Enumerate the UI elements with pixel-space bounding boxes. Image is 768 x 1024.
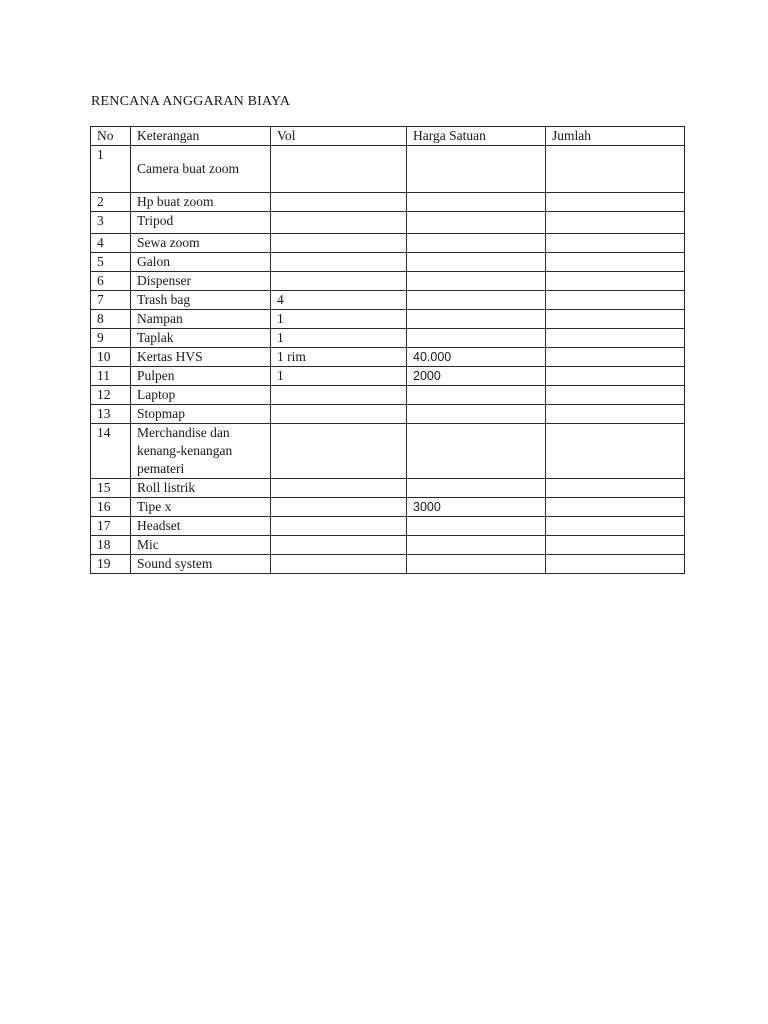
- cell-no: 8: [91, 310, 131, 329]
- cell-harga: [407, 291, 546, 310]
- cell-jumlah: [546, 386, 685, 405]
- cell-keterangan: Sound system: [131, 555, 271, 574]
- cell-no: 1: [91, 146, 131, 193]
- table-row: [91, 517, 685, 536]
- table-row: [91, 146, 685, 193]
- header-no: No: [91, 127, 131, 146]
- cell-keterangan: Laptop: [131, 386, 271, 405]
- cell-keterangan: Hp buat zoom: [131, 193, 271, 212]
- table-row: [91, 212, 685, 234]
- cell-jumlah: [546, 367, 685, 386]
- table-row: [91, 479, 685, 498]
- cell-vol: 4: [271, 291, 407, 310]
- header-harga-satuan: Harga Satuan: [407, 127, 546, 146]
- cell-no: 2: [91, 193, 131, 212]
- cell-no: 18: [91, 536, 131, 555]
- cell-harga: [407, 310, 546, 329]
- cell-keterangan: Merchandise dan kenang-kenangan pemateri: [131, 424, 271, 479]
- cell-vol: [271, 212, 407, 234]
- cell-jumlah: [546, 212, 685, 234]
- cell-vol: [271, 253, 407, 272]
- cell-jumlah: [546, 348, 685, 367]
- cell-jumlah: [546, 253, 685, 272]
- cell-keterangan: Pulpen: [131, 367, 271, 386]
- header-keterangan: Keterangan: [131, 127, 271, 146]
- cell-no: 11: [91, 367, 131, 386]
- table-row: [91, 193, 685, 212]
- table-row: [91, 348, 685, 367]
- cell-vol: [271, 424, 407, 479]
- cell-vol: [271, 146, 407, 193]
- cell-harga: [407, 386, 546, 405]
- cell-vol: [271, 536, 407, 555]
- cell-no: 12: [91, 386, 131, 405]
- budget-table: [90, 126, 685, 574]
- cell-vol: 1: [271, 367, 407, 386]
- cell-harga: 3000: [407, 498, 546, 517]
- cell-vol: 1 rim: [271, 348, 407, 367]
- cell-no: 16: [91, 498, 131, 517]
- cell-no: 5: [91, 253, 131, 272]
- cell-harga: [407, 424, 546, 479]
- cell-vol: [271, 498, 407, 517]
- table-row: [91, 405, 685, 424]
- cell-harga: 40.000: [407, 348, 546, 367]
- cell-keterangan: Tipe x: [131, 498, 271, 517]
- cell-vol: [271, 234, 407, 253]
- cell-keterangan: Camera buat zoom: [131, 146, 271, 193]
- cell-no: 15: [91, 479, 131, 498]
- cell-jumlah: [546, 517, 685, 536]
- cell-keterangan: Roll listrik: [131, 479, 271, 498]
- cell-harga: [407, 479, 546, 498]
- cell-harga: [407, 517, 546, 536]
- cell-keterangan: Nampan: [131, 310, 271, 329]
- cell-vol: [271, 193, 407, 212]
- page-title: RENCANA ANGGARAN BIAYA: [91, 94, 291, 109]
- table-row: [91, 498, 685, 517]
- table-row: [91, 253, 685, 272]
- table-row: [91, 272, 685, 291]
- cell-keterangan: Galon: [131, 253, 271, 272]
- cell-keterangan: Headset: [131, 517, 271, 536]
- cell-jumlah: [546, 555, 685, 574]
- cell-no: 3: [91, 212, 131, 234]
- cell-vol: [271, 479, 407, 498]
- header-jumlah: Jumlah: [546, 127, 685, 146]
- cell-vol: [271, 517, 407, 536]
- table-row: [91, 329, 685, 348]
- cell-harga: [407, 193, 546, 212]
- cell-harga: 2000: [407, 367, 546, 386]
- cell-jumlah: [546, 193, 685, 212]
- cell-keterangan: Taplak: [131, 329, 271, 348]
- cell-jumlah: [546, 291, 685, 310]
- cell-no: 7: [91, 291, 131, 310]
- cell-jumlah: [546, 498, 685, 517]
- cell-no: 14: [91, 424, 131, 479]
- cell-keterangan: Tripod: [131, 212, 271, 234]
- cell-keterangan: Mic: [131, 536, 271, 555]
- cell-jumlah: [546, 405, 685, 424]
- table-row: [91, 367, 685, 386]
- cell-keterangan: Sewa zoom: [131, 234, 271, 253]
- cell-no: 17: [91, 517, 131, 536]
- cell-harga: [407, 272, 546, 291]
- table-row: [91, 424, 685, 479]
- cell-jumlah: [546, 479, 685, 498]
- cell-no: 9: [91, 329, 131, 348]
- cell-harga: [407, 329, 546, 348]
- table-row: [91, 310, 685, 329]
- cell-no: 6: [91, 272, 131, 291]
- cell-vol: [271, 405, 407, 424]
- table-row: [91, 555, 685, 574]
- cell-harga: [407, 212, 546, 234]
- cell-harga: [407, 536, 546, 555]
- cell-jumlah: [546, 146, 685, 193]
- table-row: [91, 386, 685, 405]
- cell-no: 19: [91, 555, 131, 574]
- table-row: [91, 536, 685, 555]
- cell-vol: 1: [271, 310, 407, 329]
- cell-vol: [271, 386, 407, 405]
- table-header-row: [91, 127, 685, 146]
- cell-harga: [407, 555, 546, 574]
- cell-jumlah: [546, 310, 685, 329]
- cell-keterangan: Trash bag: [131, 291, 271, 310]
- cell-harga: [407, 234, 546, 253]
- cell-jumlah: [546, 329, 685, 348]
- cell-vol: [271, 272, 407, 291]
- cell-keterangan: Kertas HVS: [131, 348, 271, 367]
- cell-keterangan: Stopmap: [131, 405, 271, 424]
- cell-keterangan: Dispenser: [131, 272, 271, 291]
- cell-no: 13: [91, 405, 131, 424]
- cell-jumlah: [546, 272, 685, 291]
- cell-no: 10: [91, 348, 131, 367]
- table-row: [91, 291, 685, 310]
- cell-jumlah: [546, 424, 685, 479]
- cell-harga: [407, 253, 546, 272]
- cell-jumlah: [546, 234, 685, 253]
- cell-vol: [271, 555, 407, 574]
- header-vol: Vol: [271, 127, 407, 146]
- cell-jumlah: [546, 536, 685, 555]
- cell-no: 4: [91, 234, 131, 253]
- table-row: [91, 234, 685, 253]
- cell-vol: 1: [271, 329, 407, 348]
- cell-harga: [407, 146, 546, 193]
- cell-harga: [407, 405, 546, 424]
